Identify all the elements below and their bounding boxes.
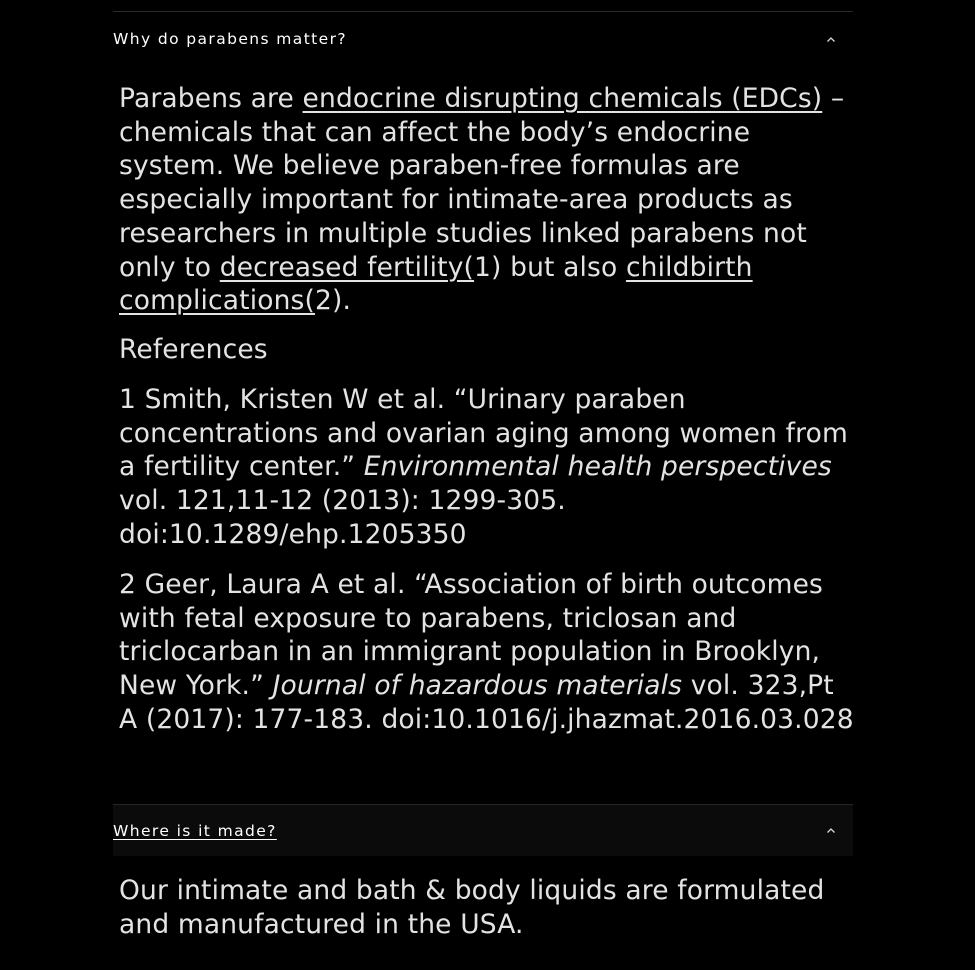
text-segment: Parabens are: [119, 83, 303, 114]
text-segment: 1) but also: [474, 251, 626, 283]
link-endocrine-disrupting-chemicals[interactable]: endocrine disrupting chemicals (EDCs): [302, 83, 823, 114]
link-decreased-fertility[interactable]: decreased fertility(: [219, 251, 475, 283]
reference-2: [119, 568, 854, 737]
parabens-explanation: [119, 82, 854, 318]
references-heading: [119, 333, 854, 367]
accordion-title-parabens: Why do parabens matter?: [113, 30, 347, 48]
reference-1-journal: Environmental health perspectives: [363, 451, 832, 483]
accordion-title-where-made: Where is it made?: [113, 821, 277, 840]
chevron-up-icon: [821, 29, 841, 49]
where-made-text: Our intimate and bath & body liquids are formulated and manufactured in the USA.: [119, 875, 825, 940]
reference-2-tail: vol. 323,Pt A (2017): 177-183. doi:10.1016/j.jhazmat.2016.03.028: [119, 670, 854, 735]
chevron-up-icon: [821, 821, 841, 841]
reference-2-journal: Journal of hazardous materials: [272, 670, 683, 702]
reference-1: [119, 383, 854, 552]
accordion-header-parabens[interactable]: [113, 12, 853, 66]
where-made-content: [119, 874, 854, 941]
link-childbirth-complications[interactable]: childbirth complications(: [119, 251, 753, 317]
text-segment: – chemicals that can affect the body’s endocrine system. We believe paraben-free formulas are especially important for intimate-area products as researchers in multiple studies linked parabens not only to: [119, 83, 845, 283]
reference-1-tail: vol. 121,11-12 (2013): 1299-305. doi:10.1289/ehp.1205350: [119, 485, 566, 550]
references-heading-text: References: [119, 334, 268, 365]
reference-1-text: 1 Smith, Kristen W et al. “Urinary paraben concentrations and ovarian aging among women from a fertility center.”: [119, 384, 848, 483]
accordion-header-where-made[interactable]: [113, 804, 853, 856]
text-segment: 2).: [314, 285, 352, 317]
reference-2-text: 2 Geer, Laura A et al. “Association of birth outcomes with fetal exposure to parabens, triclosan and triclocarban in an immigrant population in Brooklyn, New York.”: [119, 569, 823, 702]
